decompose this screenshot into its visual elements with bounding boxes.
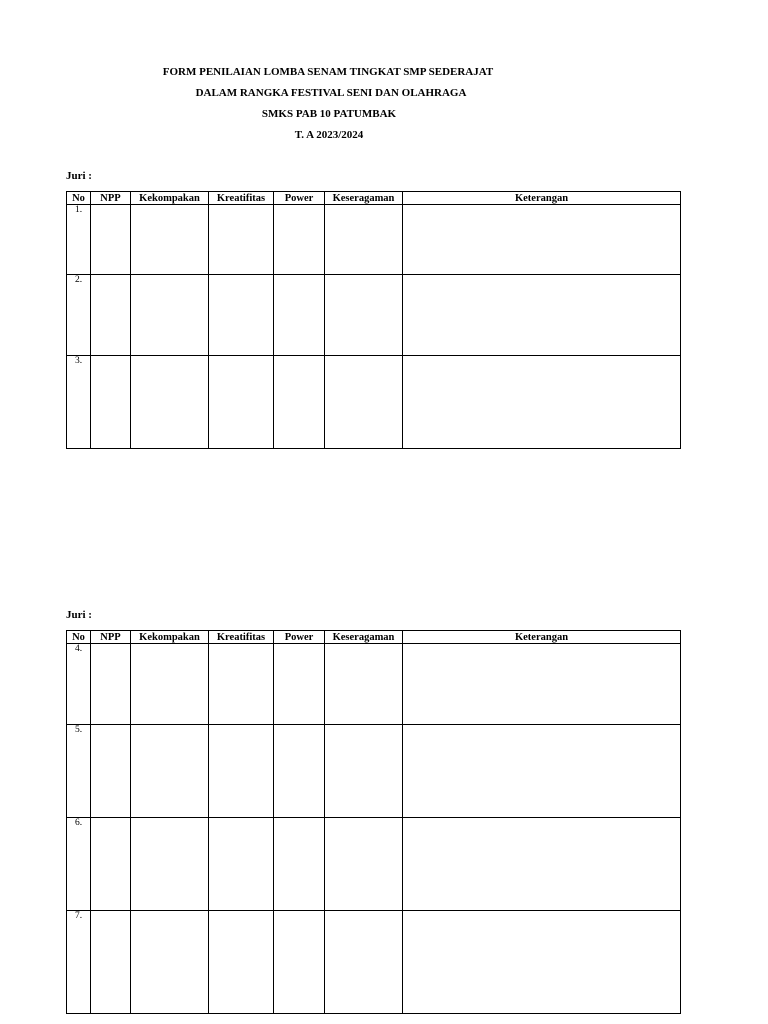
- col-power: Power: [274, 631, 325, 644]
- kreatifitas-cell[interactable]: [209, 818, 274, 911]
- keseragaman-cell[interactable]: [325, 818, 403, 911]
- form-subtitle: DALAM RANGKA FESTIVAL SENI DAN OLAHRAGA: [195, 87, 467, 99]
- row-number: 3.: [67, 356, 91, 449]
- power-cell[interactable]: [274, 275, 325, 356]
- row-number: 4.: [67, 644, 91, 725]
- kreatifitas-cell[interactable]: [209, 205, 274, 275]
- table-row: [67, 725, 681, 818]
- keseragaman-cell[interactable]: [325, 725, 403, 818]
- keseragaman-cell[interactable]: [325, 356, 403, 449]
- keterangan-cell[interactable]: [403, 356, 681, 449]
- row-number: 6.: [67, 818, 91, 911]
- row-number: 5.: [67, 725, 91, 818]
- kreatifitas-cell[interactable]: [209, 644, 274, 725]
- power-cell[interactable]: [274, 725, 325, 818]
- keterangan-cell[interactable]: [403, 911, 681, 1014]
- keterangan-cell[interactable]: [403, 725, 681, 818]
- keseragaman-cell[interactable]: [325, 644, 403, 725]
- table-row: [67, 205, 681, 275]
- npp-cell[interactable]: [91, 911, 131, 1014]
- power-cell[interactable]: [274, 356, 325, 449]
- npp-cell[interactable]: [91, 275, 131, 356]
- kekompakan-cell[interactable]: [131, 725, 209, 818]
- kreatifitas-cell[interactable]: [209, 725, 274, 818]
- col-no: No: [67, 631, 91, 644]
- keterangan-cell[interactable]: [403, 818, 681, 911]
- school-name: SMKS PAB 10 PATUMBAK: [261, 108, 397, 120]
- table-row: [67, 275, 681, 356]
- power-cell[interactable]: [274, 911, 325, 1014]
- kekompakan-cell[interactable]: [131, 356, 209, 449]
- npp-cell[interactable]: [91, 356, 131, 449]
- power-cell[interactable]: [274, 644, 325, 725]
- col-keseragaman: Keseragaman: [325, 192, 403, 205]
- score-table-2: [66, 630, 681, 1014]
- row-number: 7.: [67, 911, 91, 1014]
- score-table-1: [66, 191, 681, 449]
- col-keterangan: Keterangan: [403, 631, 681, 644]
- row-number: 2.: [67, 275, 91, 356]
- npp-cell[interactable]: [91, 205, 131, 275]
- kekompakan-cell[interactable]: [131, 911, 209, 1014]
- keterangan-cell[interactable]: [403, 644, 681, 725]
- col-kreatifitas: Kreatifitas: [209, 631, 274, 644]
- keseragaman-cell[interactable]: [325, 275, 403, 356]
- kekompakan-cell[interactable]: [131, 644, 209, 725]
- form-title: FORM PENILAIAN LOMBA SENAM TINGKAT SMP SEDERAJAT: [162, 66, 494, 78]
- kreatifitas-cell[interactable]: [209, 911, 274, 1014]
- table-row: [67, 644, 681, 725]
- table-header-row: [67, 192, 681, 205]
- keseragaman-cell[interactable]: [325, 205, 403, 275]
- col-keterangan: Keterangan: [403, 192, 681, 205]
- col-power: Power: [274, 192, 325, 205]
- npp-cell[interactable]: [91, 725, 131, 818]
- kreatifitas-cell[interactable]: [209, 356, 274, 449]
- npp-cell[interactable]: [91, 818, 131, 911]
- col-kekompakan: Kekompakan: [131, 631, 209, 644]
- juri-label: Juri :: [66, 609, 92, 621]
- juri-label: Juri :: [66, 170, 92, 182]
- col-kreatifitas: Kreatifitas: [209, 192, 274, 205]
- table-row: [67, 911, 681, 1014]
- col-no: No: [67, 192, 91, 205]
- npp-cell[interactable]: [91, 644, 131, 725]
- academic-year: T. A 2023/2024: [294, 129, 364, 141]
- power-cell[interactable]: [274, 818, 325, 911]
- table-row: [67, 818, 681, 911]
- table-header-row: [67, 631, 681, 644]
- row-number: 1.: [67, 205, 91, 275]
- col-keseragaman: Keseragaman: [325, 631, 403, 644]
- col-npp: NPP: [91, 631, 131, 644]
- kekompakan-cell[interactable]: [131, 205, 209, 275]
- keterangan-cell[interactable]: [403, 205, 681, 275]
- kekompakan-cell[interactable]: [131, 818, 209, 911]
- kreatifitas-cell[interactable]: [209, 275, 274, 356]
- col-kekompakan: Kekompakan: [131, 192, 209, 205]
- table-row: [67, 356, 681, 449]
- keterangan-cell[interactable]: [403, 275, 681, 356]
- power-cell[interactable]: [274, 205, 325, 275]
- keseragaman-cell[interactable]: [325, 911, 403, 1014]
- col-npp: NPP: [91, 192, 131, 205]
- kekompakan-cell[interactable]: [131, 275, 209, 356]
